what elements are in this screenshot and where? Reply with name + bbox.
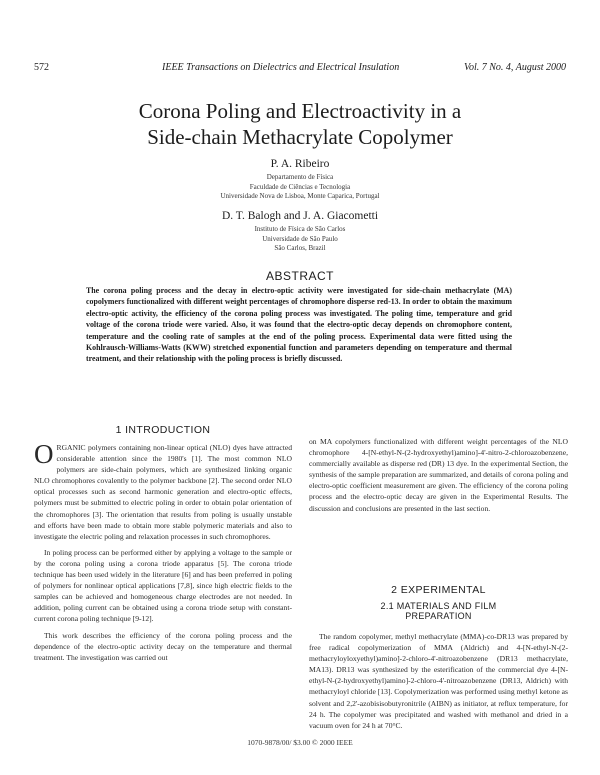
intro-paragraph-3: This work describes the efficiency of the corona poling process and the dependence of the electro-optic activity decay on the temperature and thermal treatment. The investigation was carried out: [34, 630, 292, 662]
subsection-2-1-heading: 2.1 MATERIALS AND FILM PREPARATION: [380, 601, 497, 621]
affiliation-second: Instituto de Física de São Carlos Universidade de São Paulo São Carlos, Brazil: [254, 225, 346, 252]
intro-paragraph-1: ORGANIC polymers containing non-linear optical (NLO) dyes have attracted considerable attention since the 1980's [1]. The most common NLO polymers are side-chain polymers, which are synthesized linking organic NLO chromophores covalently to the polymer backbone [2]. The second order NLO optical processes such as second harmonic generation and electro-optic effects, polymers must be submitted to electric poling in order to obtain polar orientation of the chromophores [3]. The orientation that results from poling is usually unstable and efforts have been made to obtain more stable polymeric materials and also to investigate the electric poling and relaxation processes in such chromophores.: [34, 439, 292, 541]
title-line-2: Side-chain Methacrylate Copolymer: [147, 125, 453, 149]
left-column: [34, 439, 292, 668]
right-column-intro-paragraph: on MA copolymers functionalized with different weight percentages of the NLO chromophore 4-[N-ethyl-N-(2-hydroxyethyl)amino]-4'-nitro-2-chloroazobenzene, commercially available as disperse red (DR) 13 dye. In the experimental Section, the synthesis of the sample preparation are summarized, and details of corona poling and electro-optic coefficient measurement are given. The efficiency of the corona poling process and the electro-optic decay are given in the Experimental Results. The discussion and conclusions are presented in the last section.: [309, 437, 568, 513]
page-number: 572: [34, 62, 49, 73]
volume-info: Vol. 7 No. 4, August 2000: [463, 62, 566, 73]
title-line-1: Corona Poling and Electroactivity in a: [138, 99, 462, 123]
abstract-text: The corona poling process and the decay in electro-optic activity were investigated for side-chain methacrylate (MA) copolymers functionalized with different weight percentages of chromophore disperse red-13. In order to obtain the maximum electro-optic activity, the efficiency of the corona poling process was investigated. The poling time, temperature and grid voltage of the corona triode were varied. Also, it was found that the electro-optic decay depends on chromophore content, temperature and the cooling rate of samples at the end of the poling process. Experimental data were fitted using the Kohlrausch-Williams-Watts (KWW) stretched exponential function and parameters depending on temperature and thermal treatment, and their relationship with the poling process is briefly discussed.: [86, 286, 512, 364]
intro-paragraph-2: In poling process can be performed either by applying a voltage to the sample or by the corona poling using a corona triode apparatus [5]. The corona triode technique has been used widely in the literature [6] and has been preferred in poling of polymers for nonlinear optical applications [7,8], since high electric fields to the samples can be achieved and homogeneous charge electrodes are not needed. In addition, poling current can be obtained using a corona triode setup with constant-current corona poling technique [9-12].: [34, 547, 292, 624]
author-second: D. T. Balogh and J. A. Giacometti: [221, 210, 379, 222]
journal-name: IEEE Transactions on Dielectrics and Electrical Insulation: [162, 62, 400, 73]
copyright-footer: 1070-9878/00/ $3.00 © 2000 IEEE: [247, 738, 353, 747]
section-1-heading: 1 INTRODUCTION: [115, 424, 211, 436]
paper-title: [60, 98, 540, 150]
affiliation-first: Departamento de Física Faculdade de Ciências e Tecnologia Universidade Nova de Lisboa, Monte Caparica, Portugal: [220, 173, 380, 200]
author-first: P. A. Ribeiro: [270, 158, 330, 170]
running-header: [34, 62, 566, 78]
abstract-heading: ABSTRACT: [265, 269, 334, 283]
drop-cap: O: [34, 439, 54, 469]
section-2-heading: 2 EXPERIMENTAL: [391, 584, 486, 596]
materials-paragraph: The random copolymer, methyl methacrylate (MMA)-co-DR13 was prepared by free radical copolymerization of MMA (Aldrich) and 4-[N-ethyl-N-(2-methacryloyloxyethyl)amino]-2-chloro-4'-nitroazobenzene (DR13 methacrylate, MA13). DR13 was synthesized by the esterification of the commercial dye 4-[N-ethyl-N-(2-hydroxyethyl)amino]-2-chloro-4'-nitroazobenzene (DR13, Aldrich) with methacryloyl chloride [13]. Copolymerization was performed using methyl ketone as solvent and 2,2'-azobisisobutyronitrile (AIBN) as initiator, at reflux temperature, for 24 h. The copolymer was precipitated and washed with methanol and dried in a vacuum oven for 24 h at 70°C.: [309, 632, 568, 730]
